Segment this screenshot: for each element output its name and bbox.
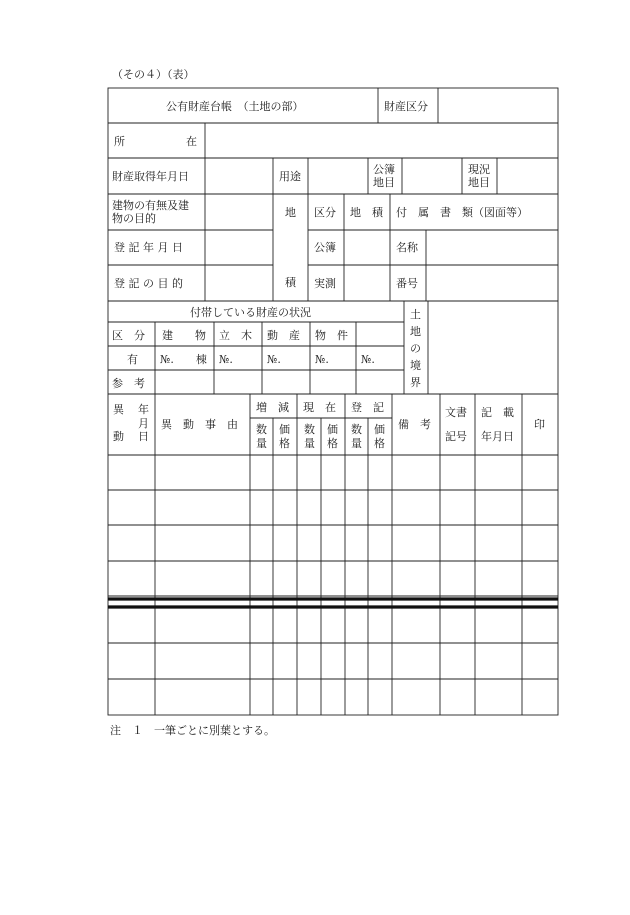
suryo-3a: 数 bbox=[351, 423, 362, 436]
building-label-2: 物の目的 bbox=[112, 212, 156, 225]
kakaku-3a: 価 bbox=[374, 423, 385, 436]
no-cell-1: №. 棟 bbox=[160, 353, 207, 366]
fh-tatemono: 建 物 bbox=[162, 329, 206, 342]
nengappi-2: 月 bbox=[138, 417, 149, 430]
kakaku-2a: 価 bbox=[327, 423, 338, 436]
meisho-label: 名称 bbox=[396, 241, 418, 254]
kyokai-5: 界 bbox=[410, 376, 421, 389]
fh-ryuboku: 立 木 bbox=[219, 329, 252, 342]
kyokai-2: 地 bbox=[410, 325, 421, 338]
toki: 登 記 bbox=[351, 401, 384, 414]
building-label-1: 建物の有無及建 bbox=[112, 199, 189, 212]
nengappi-3: 日 bbox=[138, 430, 149, 443]
chiseki-vertical-2: 積 bbox=[285, 276, 296, 289]
genkyo-chimoku-label-2: 地目 bbox=[468, 176, 490, 189]
toki-purpose-label: 登 記 の 目 的 bbox=[114, 277, 183, 290]
fuzoku-label: 付 属 書 類（図面等） bbox=[396, 206, 528, 219]
genkyo-chimoku-label-1: 現況 bbox=[468, 163, 490, 176]
chiseki-label: 地 積 bbox=[350, 206, 383, 219]
ido-2: 動 bbox=[113, 430, 124, 443]
kyokai-1: 土 bbox=[410, 308, 421, 321]
kyokai-3: の bbox=[410, 342, 421, 355]
suryo-2b: 量 bbox=[304, 437, 315, 450]
chiseki-vertical-1: 地 bbox=[285, 206, 296, 219]
bunsho-1: 文書 bbox=[445, 406, 467, 419]
kobo-chimoku-label-1: 公簿 bbox=[373, 163, 395, 176]
shozai-label-2: 在 bbox=[186, 135, 197, 148]
zogen: 増 減 bbox=[256, 401, 289, 414]
kakaku-1b: 格 bbox=[279, 437, 290, 450]
kakaku-2b: 格 bbox=[327, 437, 338, 450]
zaisan-kubun-label: 財産区分 bbox=[384, 100, 428, 113]
suryo-1b: 量 bbox=[256, 437, 267, 450]
no-cell-3: №. bbox=[267, 353, 281, 366]
ido-1: 異 bbox=[113, 403, 124, 416]
bunsho-2: 記号 bbox=[445, 430, 467, 443]
toki-date-label: 登 記 年 月 日 bbox=[114, 241, 183, 254]
jissoku-label: 実測 bbox=[314, 277, 336, 290]
kisai-1: 記 載 bbox=[481, 406, 514, 419]
kyokai-4: 境 bbox=[410, 359, 421, 372]
ido-jiyu: 異 動 事 由 bbox=[161, 418, 238, 431]
header-label: （その４）（表） bbox=[112, 68, 195, 81]
yoto-label: 用途 bbox=[279, 170, 301, 183]
no-cell-5: №. bbox=[361, 353, 375, 366]
nengappi-1: 年 bbox=[138, 403, 149, 416]
shozai-label-1: 所 bbox=[114, 135, 125, 148]
kubun-label: 区分 bbox=[314, 206, 336, 219]
form-title: 公有財産台帳 （土地の部） bbox=[166, 100, 304, 113]
suryo-2a: 数 bbox=[304, 423, 315, 436]
suryo-3b: 量 bbox=[351, 437, 362, 450]
genzai: 現 在 bbox=[303, 401, 336, 414]
bango-label: 番号 bbox=[396, 277, 418, 290]
kobo-chimoku-label-2: 地目 bbox=[373, 176, 395, 189]
kobo-label: 公簿 bbox=[314, 241, 336, 254]
footnote: 注 １ 一筆ごとに別葉とする。 bbox=[110, 724, 275, 737]
fh-dosan: 動 産 bbox=[267, 329, 300, 342]
kisai-2: 年月日 bbox=[481, 430, 514, 443]
biko: 備 考 bbox=[398, 418, 431, 431]
kakaku-1a: 価 bbox=[279, 423, 290, 436]
futai-title: 付帯している財産の状況 bbox=[190, 306, 311, 319]
no-cell-4: №. bbox=[315, 353, 329, 366]
yu-label: 有 bbox=[127, 353, 138, 366]
in-label: 印 bbox=[534, 418, 545, 431]
sanko-label: 参 考 bbox=[112, 377, 145, 390]
suryo-1a: 数 bbox=[256, 423, 267, 436]
no-cell-2: №. bbox=[219, 353, 233, 366]
fh-kubun: 区 分 bbox=[112, 329, 145, 342]
kakaku-3b: 格 bbox=[374, 437, 385, 450]
shutoku-label: 財産取得年月日 bbox=[112, 170, 189, 183]
fh-bukken: 物 件 bbox=[315, 329, 348, 342]
